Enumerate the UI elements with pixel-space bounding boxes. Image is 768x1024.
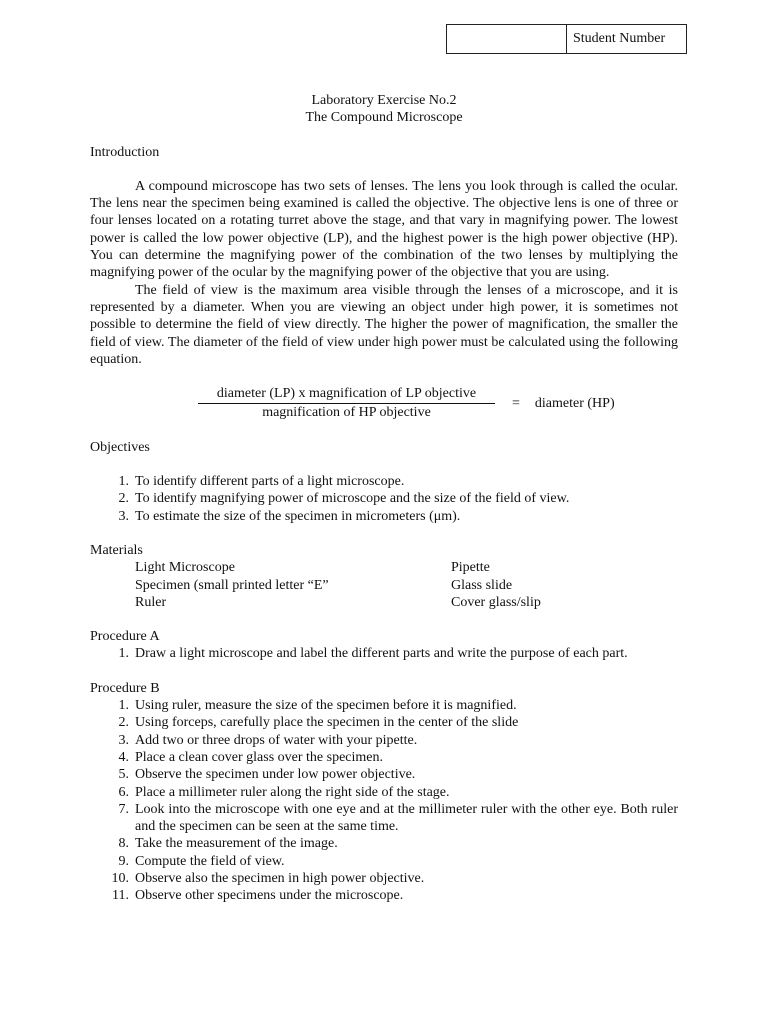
formula-result: diameter (HP) (534, 395, 615, 411)
list-item-text: Place a millimeter ruler along the right side of the stage. (135, 784, 450, 800)
list-number: 7. (118, 801, 129, 817)
material-item: Light Microscope (135, 560, 235, 576)
list-item-text: To identify different parts of a light microscope. (135, 474, 405, 490)
formula-equals: = (512, 395, 520, 411)
list-item-text: Observe also the specimen in high power objective. (135, 870, 425, 886)
list-item-text: Observe other specimens under the microscope. (135, 888, 404, 904)
formula-fraction (198, 385, 495, 422)
material-item: Specimen (small printed letter “E” (135, 577, 329, 593)
document-body (90, 90, 678, 905)
list-number: 1. (118, 698, 129, 714)
material-item: Glass slide (451, 577, 513, 593)
student-number-field[interactable] (447, 25, 567, 53)
list-item-text: To identify magnifying power of microscope and the size of the field of view. (135, 491, 570, 507)
list-item (90, 490, 678, 507)
list-item-text: Using forceps, carefully place the specimen in the center of the slide (135, 715, 519, 731)
list-number: 5. (118, 767, 129, 783)
materials-list (135, 559, 678, 611)
student-number-label: Student Number (573, 31, 666, 46)
list-number: 3. (118, 732, 129, 748)
list-item (90, 749, 678, 766)
exercise-subtitle: The Compound Microscope (305, 110, 463, 126)
material-item: Cover glass/slip (451, 594, 541, 610)
list-number: 11. (112, 888, 129, 904)
list-item-text: To estimate the size of the specimen in micrometers (μm). (135, 508, 461, 524)
list-item-text: Draw a light microscope and label the different parts and write the purpose of each part. (135, 646, 628, 662)
procedure-a-list (90, 645, 678, 662)
list-item-text: Observe the specimen under low power objective. (135, 767, 416, 783)
field-of-view-formula (198, 385, 678, 422)
list-item (90, 645, 678, 662)
objectives-heading: Objectives (90, 439, 150, 455)
list-item (90, 508, 678, 525)
list-item (90, 714, 678, 731)
list-item (90, 835, 678, 852)
student-number-box (446, 24, 687, 54)
list-number: 1. (118, 474, 129, 490)
list-item (90, 887, 678, 904)
procedure-b-list (90, 697, 678, 905)
list-item (90, 697, 678, 714)
list-item (90, 801, 678, 836)
list-item (90, 766, 678, 783)
list-number: 4. (118, 749, 129, 765)
list-number: 6. (118, 784, 129, 800)
list-item (90, 870, 678, 887)
list-number: 1. (118, 646, 129, 662)
material-item: Pipette (451, 560, 490, 576)
formula-numerator: diameter (LP) x magnification of LP objective (198, 385, 495, 404)
introduction-paragraph-1: A compound microscope has two sets of lenses. The lens you look through is called the ocular. The lens near the specimen being examined is called the objective. The objective lens is one of three or four lenses located on a rotating turret above the stage, and that vary in magnifying power. The lowest power is called the low power objective (LP), and the highest power is the high power objective (HP). You can determine the magnifying power of the combination of the two lenses by multiplying the magnifying power of the ocular by the magnifying power of the objective that you are using. (90, 178, 678, 281)
introduction-paragraph-2: The field of view is the maximum area visible through the lenses of a microscope, and it is represented by a diameter. When you are viewing an object under high power, it is sometimes not possible to determine the field of view directly. The higher the power of magnification, the smaller the field of view. The diameter of the field of view under high power must be calculated using the following equation. (90, 282, 678, 367)
list-item-text: Place a clean cover glass over the specimen. (135, 749, 384, 765)
exercise-title: Laboratory Exercise No.2 (311, 93, 457, 108)
list-number: 3. (118, 508, 129, 524)
list-item-text: Compute the field of view. (135, 853, 285, 869)
list-item-text: Look into the microscope with one eye and at the millimeter ruler with the other eye. Both ruler and the specimen can be seen at the same time. (135, 801, 678, 835)
list-item-text: Take the measurement of the image. (135, 836, 338, 852)
objectives-list (90, 473, 678, 525)
list-number: 8. (118, 836, 129, 852)
list-item-text: Using ruler, measure the size of the specimen before it is magnified. (135, 698, 517, 714)
list-number: 2. (118, 715, 129, 731)
list-number: 9. (118, 853, 129, 869)
procedure-a-heading: Procedure A (90, 629, 160, 645)
introduction-heading: Introduction (90, 144, 160, 160)
material-item: Ruler (135, 594, 167, 610)
procedure-b-heading: Procedure B (90, 680, 160, 696)
formula-denominator: magnification of HP objective (262, 405, 431, 421)
list-item (90, 784, 678, 801)
list-item (90, 473, 678, 490)
list-item-text: Add two or three drops of water with your pipette. (135, 732, 418, 748)
list-item (90, 853, 678, 870)
materials-heading: Materials (90, 542, 143, 558)
list-number: 2. (118, 491, 129, 507)
list-item (90, 732, 678, 749)
list-number: 10. (111, 870, 129, 886)
